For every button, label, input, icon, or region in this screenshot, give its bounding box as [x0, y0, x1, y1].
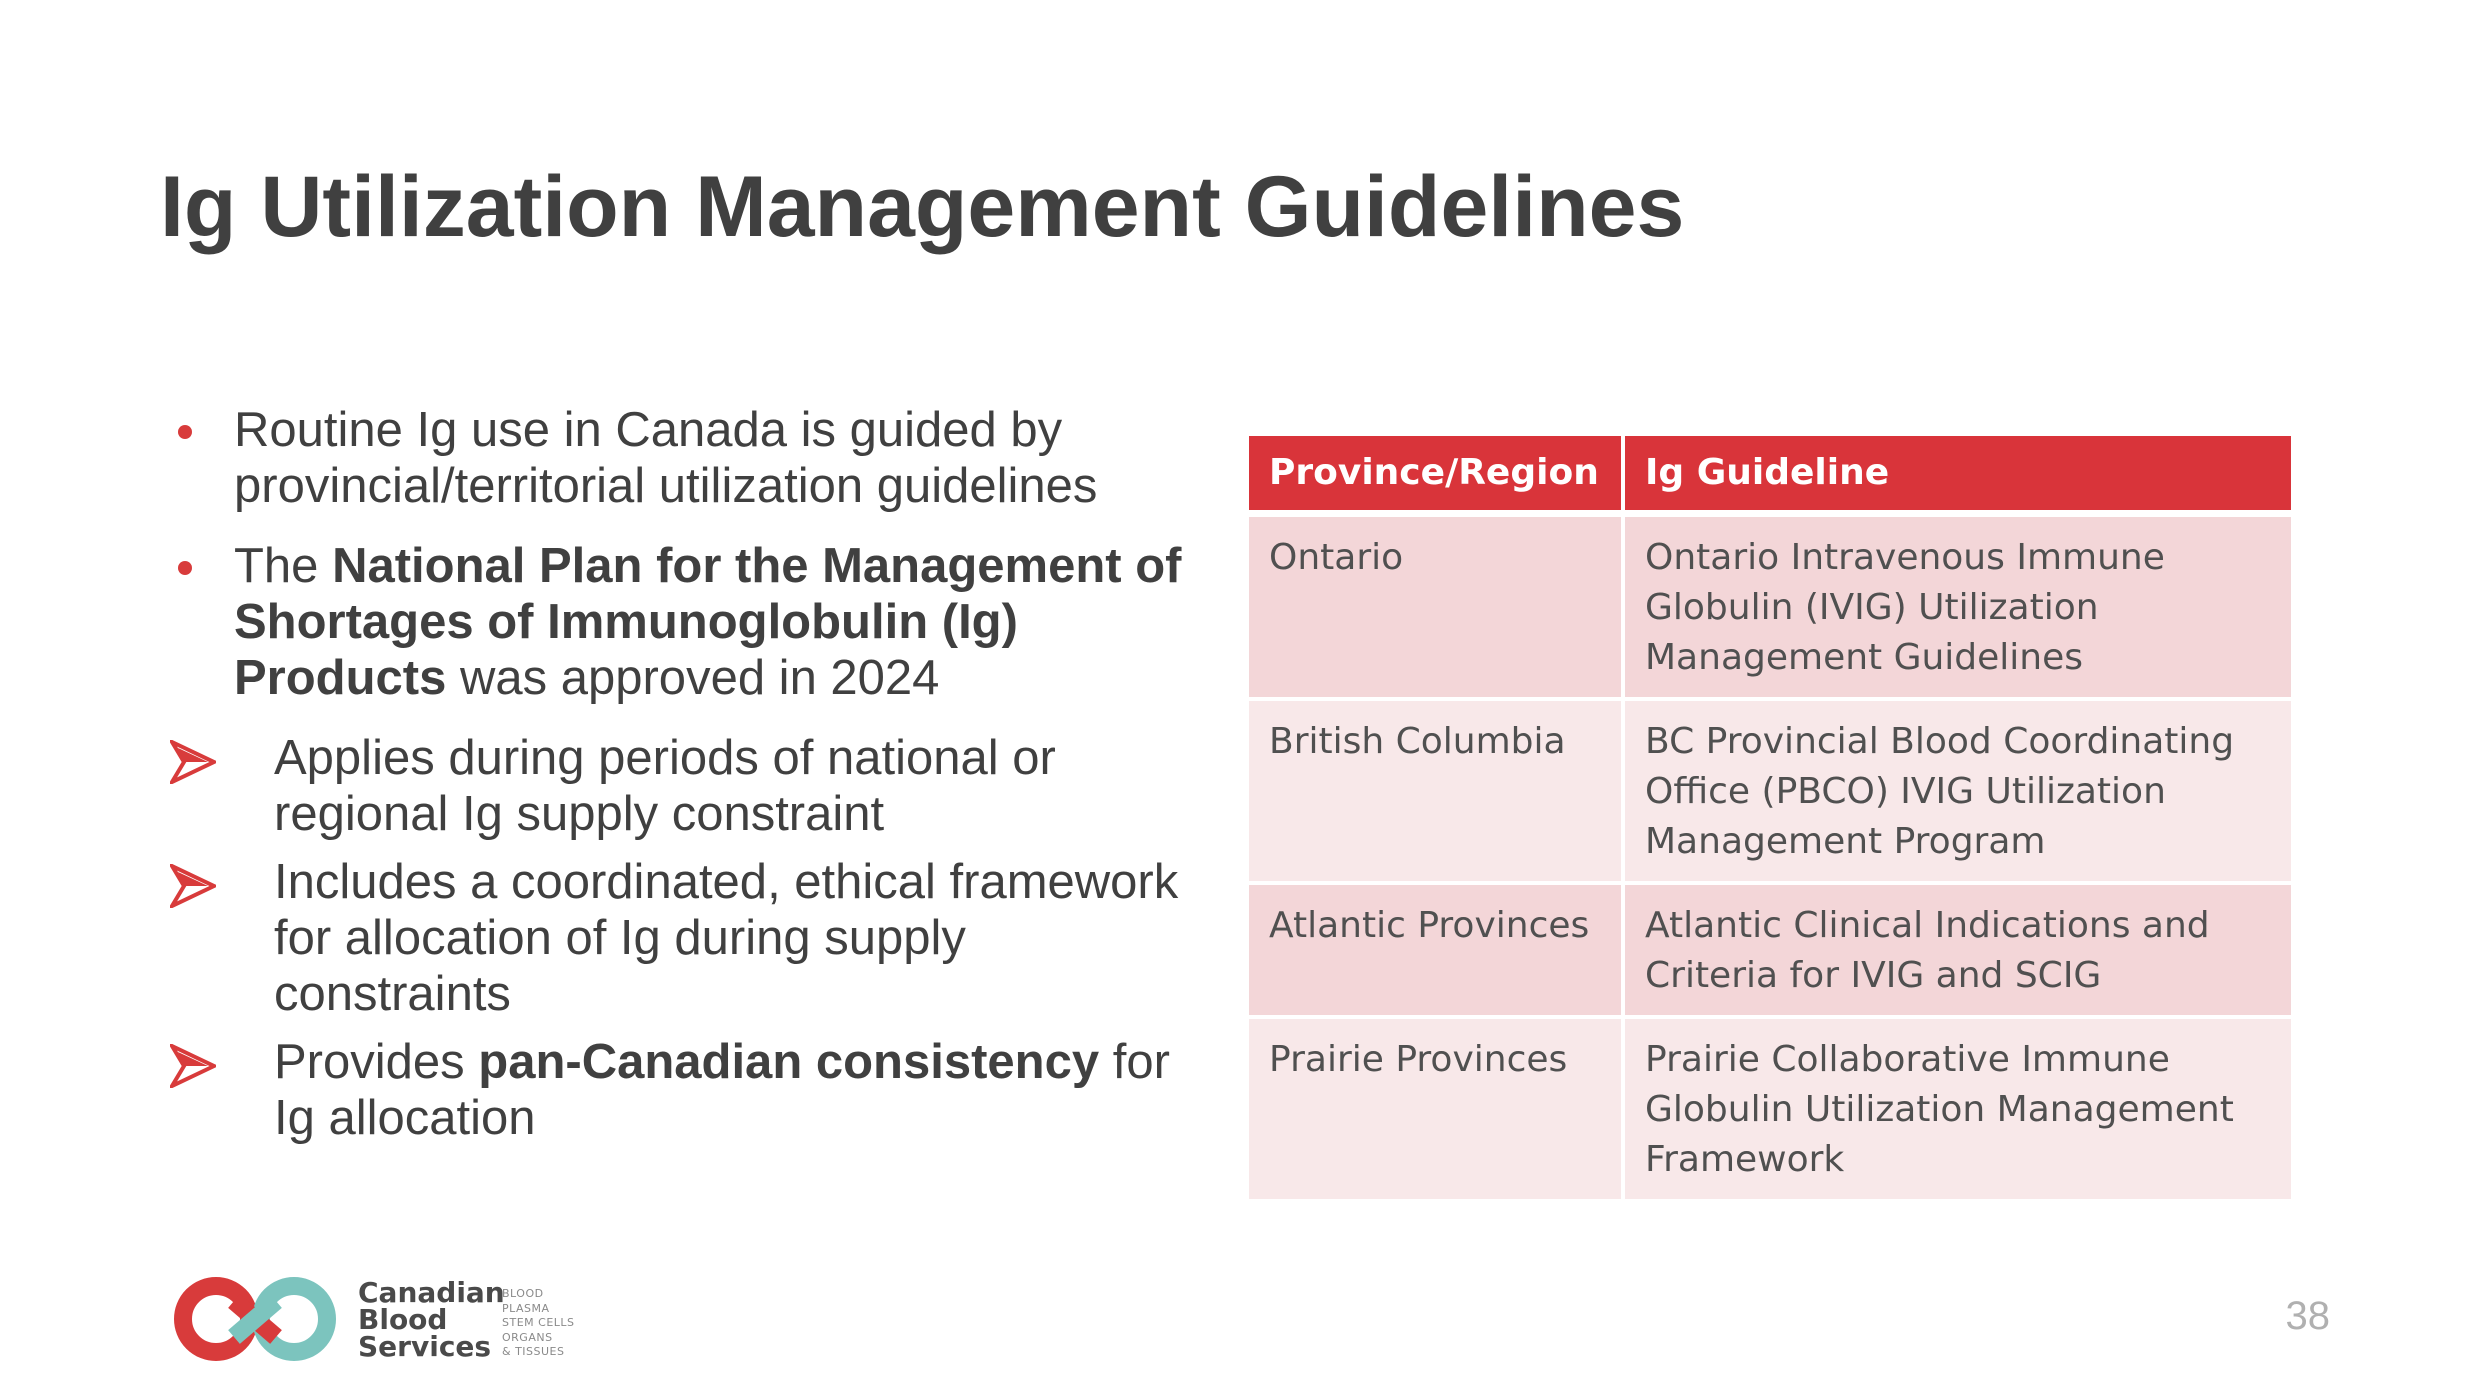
province-cell: Atlantic Provinces — [1249, 885, 1621, 1019]
logo-name-line: Blood — [358, 1303, 448, 1336]
arrowhead-icon — [170, 864, 216, 908]
arrowhead-icon — [170, 1044, 216, 1088]
bullet-item-1 — [170, 402, 1200, 514]
round-bullet-icon — [178, 561, 192, 575]
guideline-cell: Ontario Intravenous Immune Globulin (IVIG) Utilization Management Guidelines — [1621, 517, 2291, 701]
sub-bullet-text: Provides — [274, 1035, 479, 1089]
page-number: 38 — [2285, 1294, 2330, 1338]
logo-tagline-line: ORGANS — [502, 1330, 553, 1344]
table-row — [1249, 1019, 2291, 1203]
province-cell: British Columbia — [1249, 701, 1621, 885]
sub-bullet-list — [170, 730, 1200, 1146]
bullet-text-part: Routine Ig use in Canada is guided by provincial/territorial utilization guidelines — [234, 403, 1098, 513]
bullet-text — [234, 402, 1200, 514]
table-row — [1249, 517, 2291, 701]
guideline-cell: Prairie Collaborative Immune Globulin Utilization Management Framework — [1621, 1019, 2291, 1203]
bullet-item-2 — [170, 538, 1200, 706]
sub-bullet-text: for Ig allocation — [274, 1035, 1170, 1145]
infinity-logo-icon — [172, 1275, 342, 1365]
bullet-text — [234, 538, 1200, 706]
guideline-cell: BC Provincial Blood Coordinating Office (PBCO) IVIG Utilization Management Program — [1621, 701, 2291, 885]
logo-name-line: Services — [358, 1330, 492, 1363]
sub-bullet-text: Applies during periods of national or regional Ig supply constraint — [274, 731, 1056, 841]
table-row — [1249, 701, 2291, 885]
sub-bullet-item-1 — [170, 730, 1200, 842]
sub-bullet-item-3 — [170, 1034, 1200, 1146]
guideline-cell: Atlantic Clinical Indications and Criteria for IVIG and SCIG — [1621, 885, 2291, 1019]
column-header-province: Province/Region — [1249, 436, 1621, 517]
sub-bullet-text: Includes a coordinated, ethical framework for allocation of Ig during supply constraints — [274, 855, 1179, 1021]
logo-wordmark — [358, 1276, 505, 1363]
sub-bullet-item-2 — [170, 854, 1200, 1022]
logo-tagline-line: BLOOD — [502, 1287, 544, 1300]
province-cell: Ontario — [1249, 517, 1621, 701]
bullet-text-part: was approved in 2024 — [446, 651, 940, 705]
table-row — [1249, 885, 2291, 1019]
guidelines-table-container — [1249, 436, 2291, 1203]
bullet-text-bold: National Plan for the Management of Shortages of Immunoglobulin (Ig) Products — [234, 539, 1182, 705]
logo-name-line: Canadian — [358, 1276, 505, 1309]
slide-title: Ig Utilization Management Guidelines — [160, 159, 1685, 255]
sub-bullet-text-bold: pan-Canadian consistency — [478, 1035, 1100, 1089]
arrowhead-icon — [170, 740, 216, 784]
column-header-guideline: Ig Guideline — [1621, 436, 2291, 517]
logo-tagline-line: & TISSUES — [502, 1345, 565, 1358]
canadian-blood-services-logo — [172, 1275, 592, 1365]
bullet-text-part: The — [234, 539, 333, 593]
logo-tagline-line: STEM CELLS — [502, 1316, 575, 1329]
bullet-list — [170, 402, 1200, 1158]
round-bullet-icon — [178, 425, 192, 439]
logo-tagline — [502, 1287, 575, 1360]
province-cell: Prairie Provinces — [1249, 1019, 1621, 1203]
logo-tagline-line: PLASMA — [502, 1301, 550, 1315]
table-header-row — [1249, 436, 2291, 517]
guidelines-table — [1249, 436, 2291, 1203]
